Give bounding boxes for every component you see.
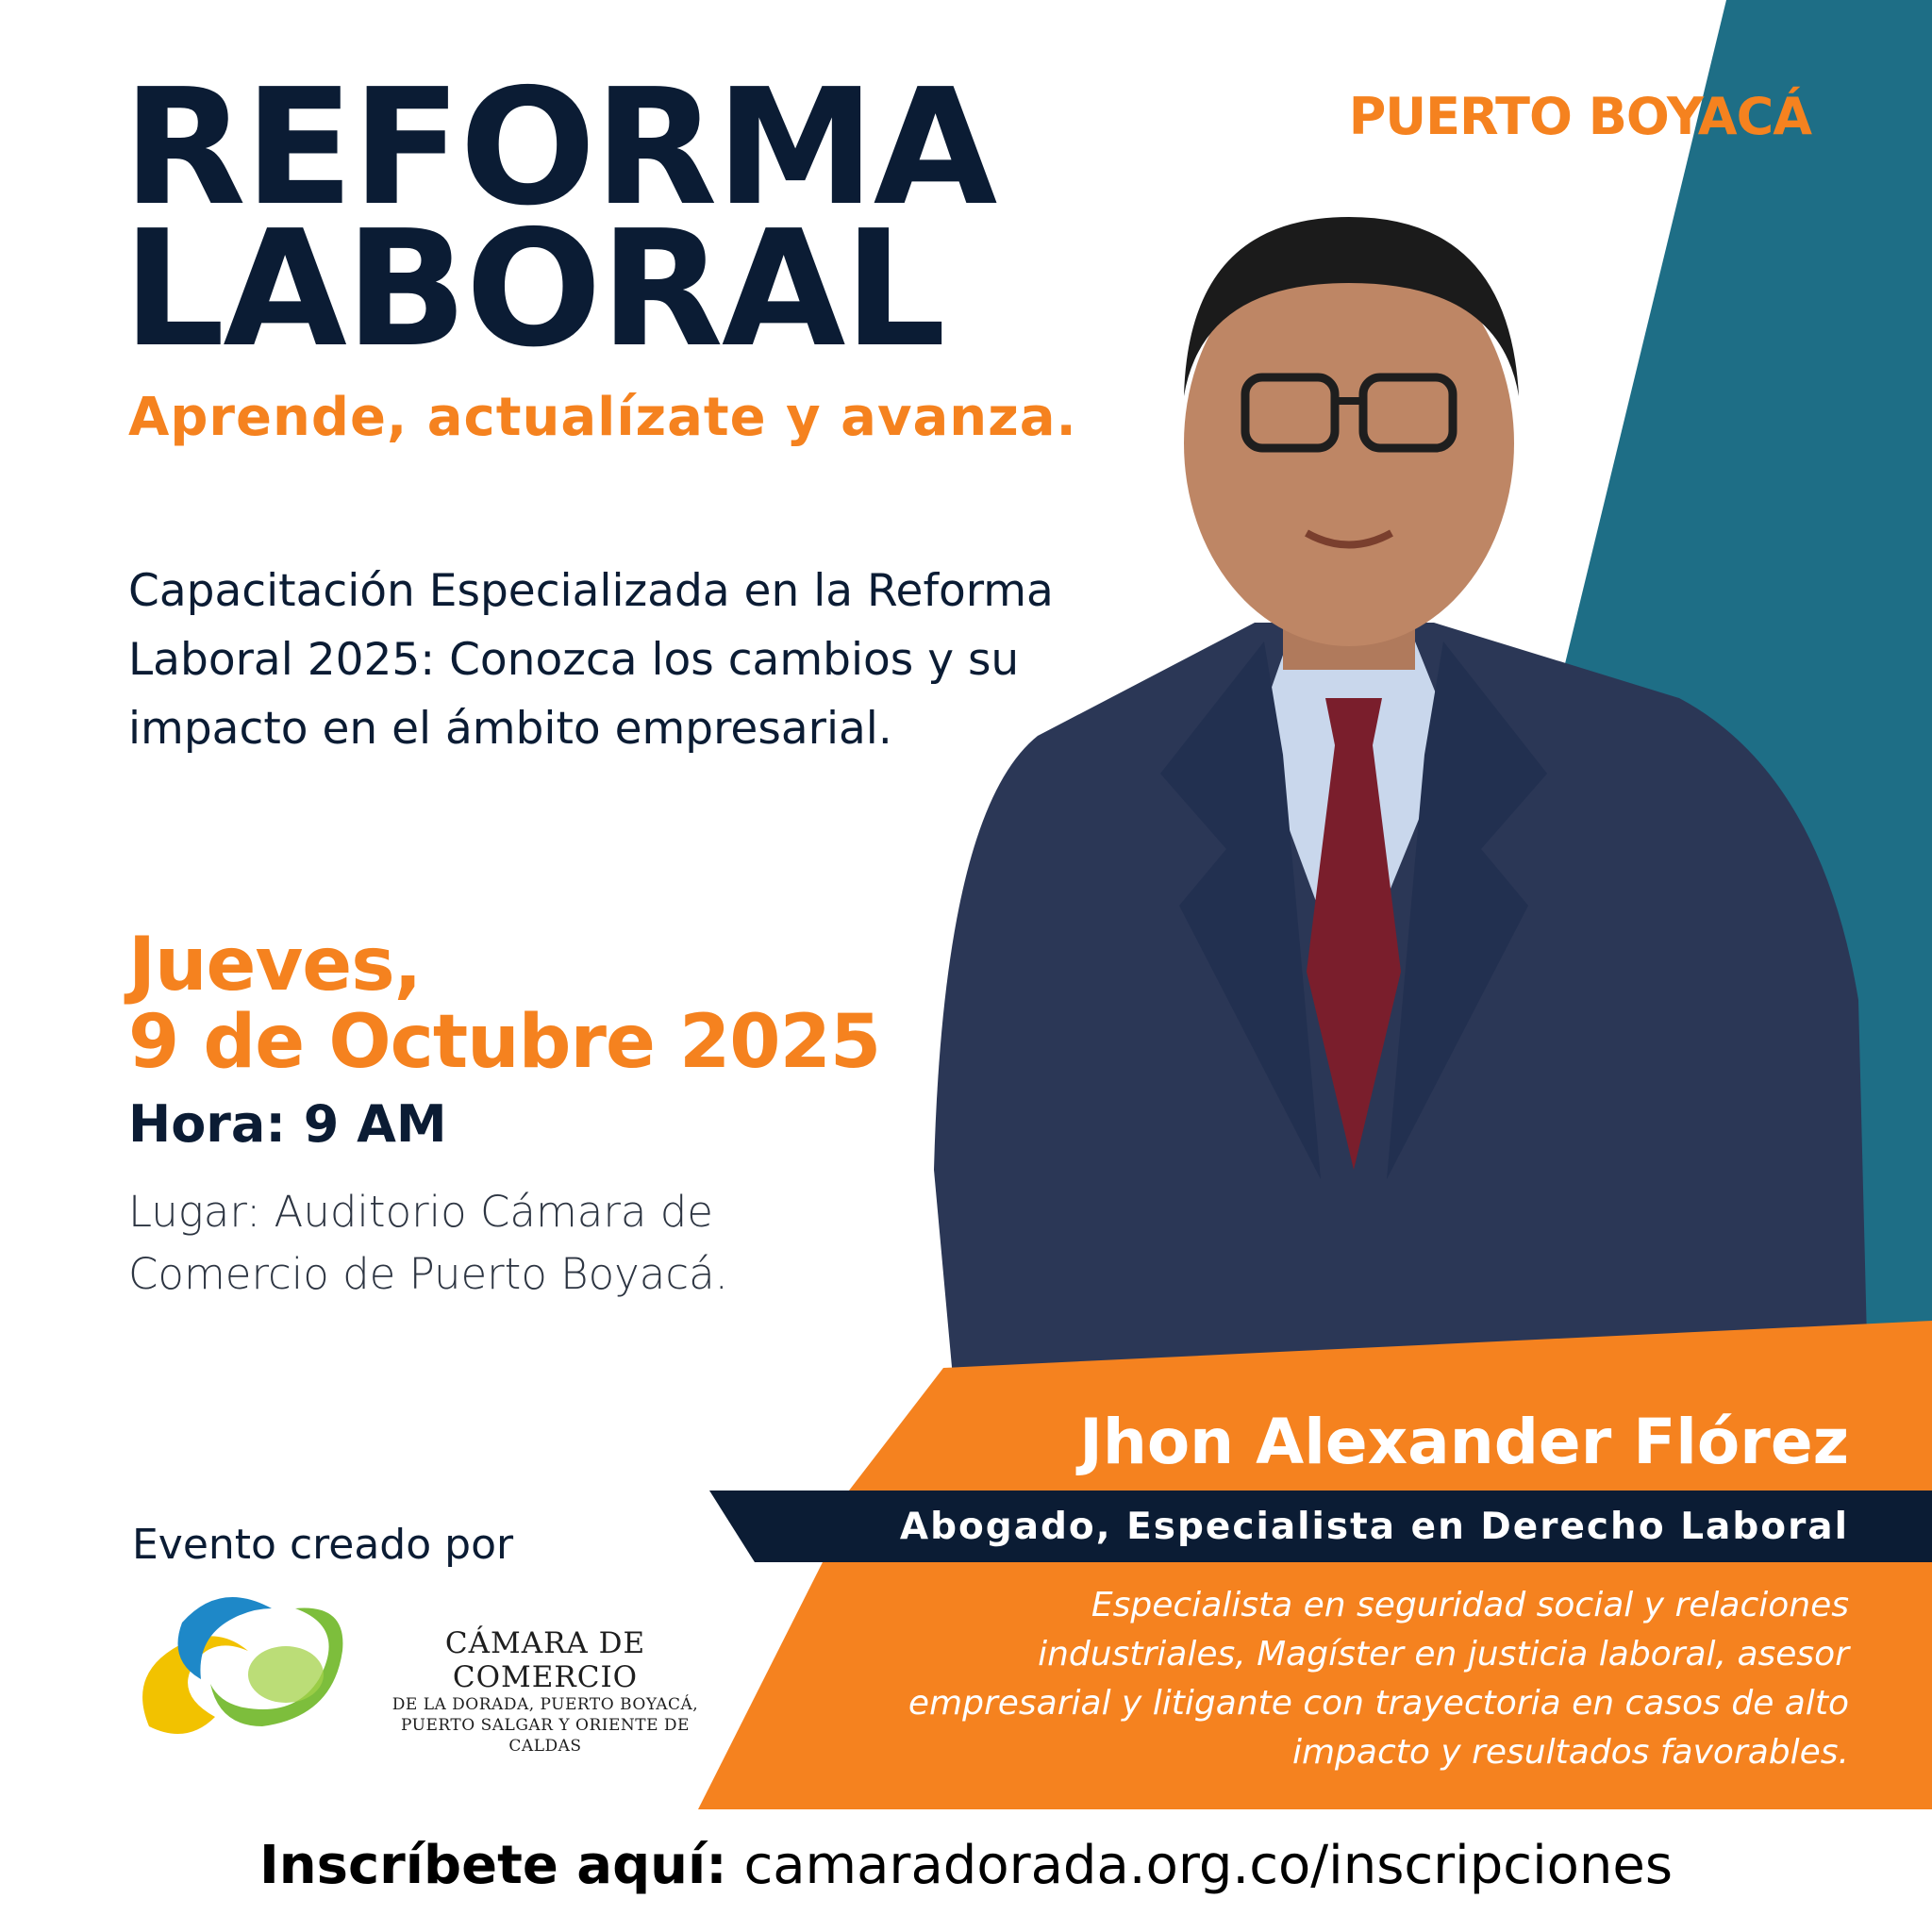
signup-line <box>0 1835 1932 1896</box>
event-place: Lugar: Auditorio Cámara de Comercio de Puerto Boyacá. <box>128 1187 728 1299</box>
date-weekday: Jueves, <box>128 923 422 1008</box>
chamber-logo-text <box>366 1626 724 1757</box>
date-full: 9 de Octubre 2025 <box>128 1000 881 1085</box>
signup-link[interactable]: camaradorada.org.co/inscripciones <box>743 1835 1674 1896</box>
event-description: Capacitación Especializada en la Reforma Laboral 2025: Conozca los cambios y su impacto en el ámbito empresarial. <box>128 565 1054 755</box>
speaker-bio: Especialista en seguridad social y relaciones industriales, Magíster en justicia laboral, asesor empresarial y litigante con trayectoria en casos de alto impacto y resultados favorables. <box>908 1586 1849 1772</box>
signup-label: Inscríbete aquí: <box>258 1835 727 1896</box>
logo-line-1: CÁMARA DE COMERCIO <box>444 1626 646 1694</box>
chamber-logo-icon <box>130 1585 371 1755</box>
title-line-2: LABORAL <box>123 196 944 383</box>
event-time: Hora: 9 AM <box>128 1094 447 1154</box>
speaker-name: Jhon Alexander Flórez <box>1079 1406 1849 1478</box>
tagline: Aprende, actualízate y avanza. <box>128 387 1077 448</box>
title-line-1: REFORMA <box>123 55 996 242</box>
organizer-label: Evento creado por <box>132 1521 514 1569</box>
logo-line-3: PUERTO SALGAR Y ORIENTE DE CALDAS <box>401 1716 690 1756</box>
speaker-role: Abogado, Especialista en Derecho Laboral <box>899 1506 1849 1548</box>
logo-line-2: DE LA DORADA, PUERTO BOYACÁ, <box>391 1695 699 1714</box>
city-label: PUERTO BOYACÁ <box>1348 87 1811 146</box>
